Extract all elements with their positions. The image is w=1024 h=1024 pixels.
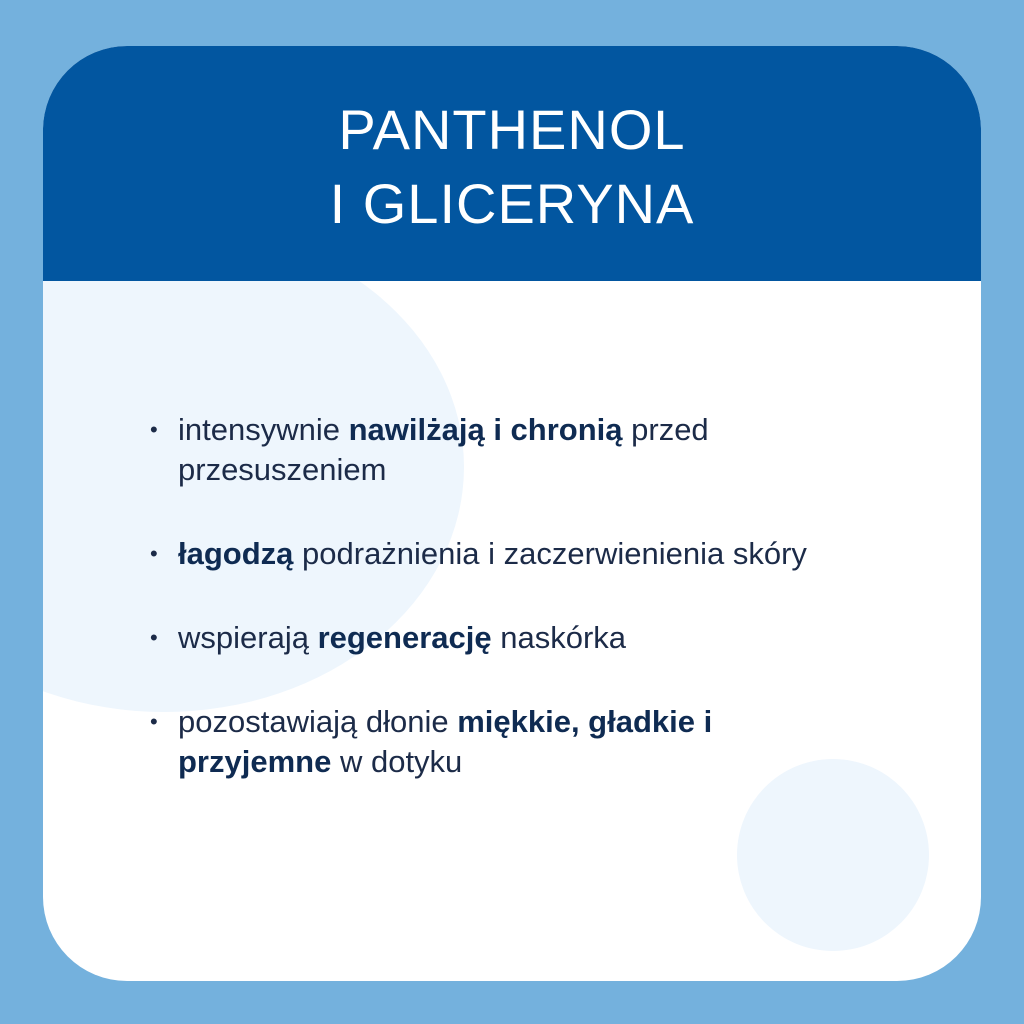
benefit-highlight: regenerację: [317, 620, 492, 655]
bullet-icon: •: [150, 709, 158, 734]
bullet-icon: •: [150, 417, 158, 442]
benefit-text: intensywnie: [178, 412, 349, 447]
benefit-text: podrażnienia i zaczerwienienia skóry: [293, 536, 807, 571]
benefit-highlight: łagodzą: [178, 536, 294, 571]
benefit-text: w dotyku: [331, 744, 463, 779]
benefit-highlight: miękkie, gładkie i przyjemne: [178, 704, 713, 779]
bullet-icon: •: [150, 541, 158, 566]
card-header: [43, 46, 981, 281]
benefit-text: pozostawiają dłonie: [178, 704, 458, 739]
benefit-item-soft-hands: [145, 702, 865, 782]
benefit-item-regenerate: [145, 618, 865, 658]
benefit-text: wspierają: [178, 620, 318, 655]
benefit-list: [145, 410, 865, 826]
benefit-item-moisturize: [145, 410, 865, 490]
benefit-text: naskórka: [491, 620, 627, 655]
bullet-icon: •: [150, 625, 158, 650]
benefit-highlight: nawilżają i chronią: [348, 412, 623, 447]
title-line-1: PANTHENOL: [338, 98, 686, 161]
benefit-text: przed przesuszeniem: [178, 412, 709, 487]
info-card: [43, 46, 981, 981]
benefit-item-soothe: [145, 534, 865, 574]
title-line-2: I GLICERYNA: [329, 172, 695, 235]
